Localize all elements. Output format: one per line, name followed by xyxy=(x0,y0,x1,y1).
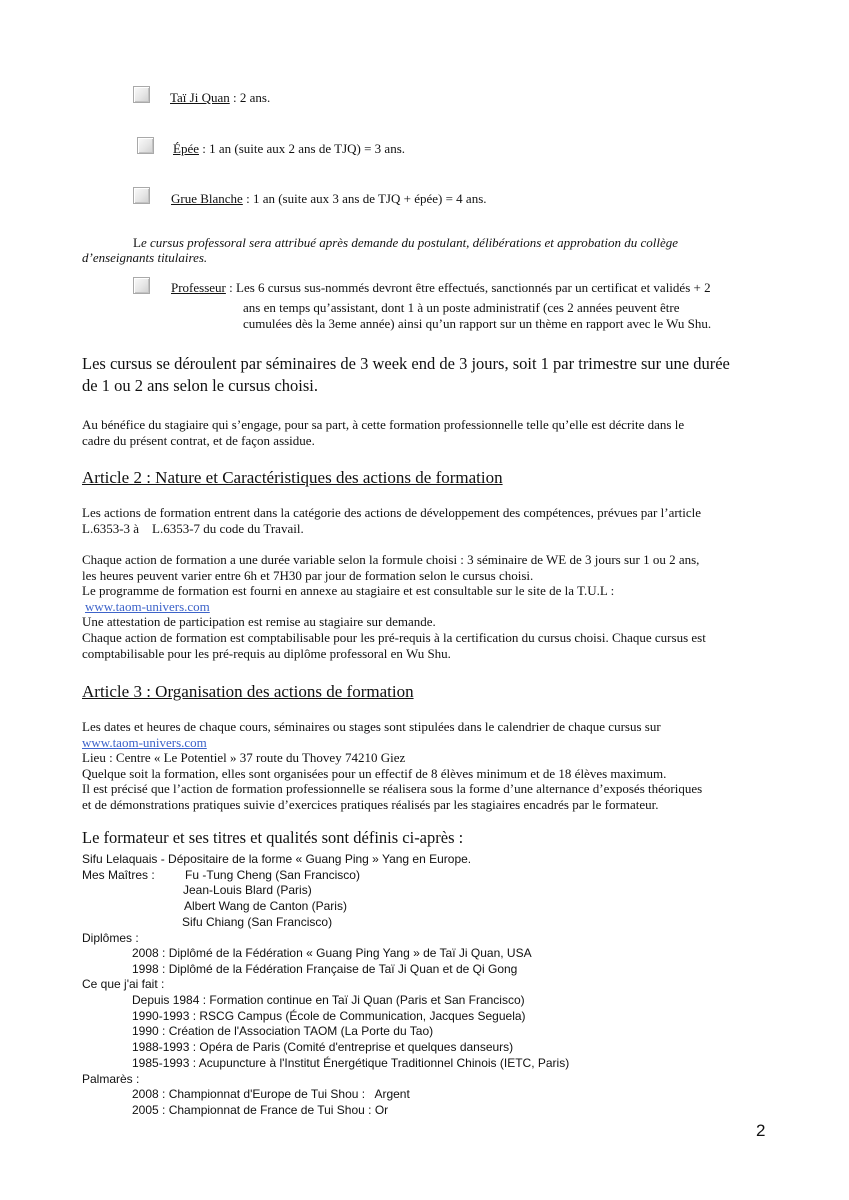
professoral-note-line-1 xyxy=(133,235,678,251)
schedule-line-2: de 1 ou 2 ans selon le cursus choisi. xyxy=(82,376,319,395)
article-2-p1-line-2: L.6353-3 à L.6353-7 du code du Travail. xyxy=(82,521,304,536)
diplomas-label: Diplômes : xyxy=(82,931,139,945)
professeur-line-3: cumulées dès la 3eme année) ainsi qu’un rapport sur un thème en rapport avec le Wu Shu. xyxy=(243,316,712,331)
professoral-note-initial: L xyxy=(133,235,141,250)
checkbox-professeur[interactable] xyxy=(133,277,150,294)
awards-label: Palmarès : xyxy=(82,1072,140,1086)
cursus-name: Grue Blanche xyxy=(171,191,243,206)
article-3-line-location: Lieu : Centre « Le Potentiel » 37 route du Thovey 74210 Giez xyxy=(82,750,406,765)
master-item: Fu -Tung Cheng (San Francisco) xyxy=(185,868,360,882)
cursus-name: Épée xyxy=(173,141,199,156)
article-3-line-method-1: Il est précisé que l’action de formation professionnelle se réalisera sous la forme d’une alternance d’exposés théoriques xyxy=(82,781,703,796)
diploma-item: 2008 : Diplômé de la Fédération « Guang Ping Yang » de Taï Ji Quan, USA xyxy=(132,946,532,960)
article-3-intro: Les dates et heures de chaque cours, séminaires ou stages sont stipulées dans le calendrier de chaque cursus sur xyxy=(82,719,661,734)
experience-label: Ce que j'ai fait : xyxy=(82,977,165,991)
trainer-intro: Sifu Lelaquais - Dépositaire de la forme « Guang Ping » Yang en Europe. xyxy=(82,852,472,866)
experience-item: 1985-1993 : Acupuncture à l'Institut Énergétique Traditionnel Chinois (IETC, Paris) xyxy=(132,1056,570,1070)
trainer-heading: Le formateur et ses titres et qualités sont définis ci-après : xyxy=(82,828,464,847)
article-3-line-method-2: et de démonstrations pratiques suivie d’exercices pratiques réalisés par les stagiaires encadrés par le formateur. xyxy=(82,797,659,812)
beneficiary-line-1: Au bénéfice du stagiaire qui s’engage, pour sa part, à cette formation professionnelle telle qu’elle est décrite dans le xyxy=(82,417,685,432)
cursus-item-epee xyxy=(173,141,405,157)
experience-item: Depuis 1984 : Formation continue en Taï Ji Quan (Paris et San Francisco) xyxy=(132,993,525,1007)
professeur-text: : Les 6 cursus sus-nommés devront être effectués, sanctionnés par un certificat et validés + 2 xyxy=(225,280,711,295)
article-2-p2-line-1: Chaque action de formation a une durée variable selon la formule choisi : 3 séminaire de WE de 3 jours sur 1 ou 2 ans, xyxy=(82,552,700,567)
experience-item: 1990-1993 : RSCG Campus (École de Communication, Jacques Seguela) xyxy=(132,1009,526,1023)
article-2-p3-line-3: comptabilisable pour les pré-requis au diplôme professoral en Wu Shu. xyxy=(82,646,451,661)
article-2-p2-line-3: Le programme de formation est fourni en annexe au stagiaire et est consultable sur le site de la T.U.L : xyxy=(82,583,615,598)
checkbox-grue-blanche[interactable] xyxy=(133,187,150,204)
professeur-line-1 xyxy=(171,280,711,296)
article-2-p3-line-1: Une attestation de participation est remise au stagiaire sur demande. xyxy=(82,614,436,629)
professeur-name: Professeur xyxy=(171,280,226,295)
schedule-line-1: Les cursus se déroulent par séminaires de 3 week end de 3 jours, soit 1 par trimestre sur une durée xyxy=(82,354,730,373)
cursus-item-tai-ji-quan xyxy=(170,90,270,106)
beneficiary-line-2: cadre du présent contrat, et de façon assidue. xyxy=(82,433,315,448)
article-3-heading: Article 3 : Organisation des actions de formation xyxy=(82,682,414,701)
article-2-p2-line-2: les heures peuvent varier entre 6h et 7H30 par jour de formation selon le cursus choisi. xyxy=(82,568,534,583)
experience-item: 1990 : Création de l'Association TAOM (La Porte du Tao) xyxy=(132,1024,434,1038)
checkbox-tai-ji-quan[interactable] xyxy=(133,86,150,103)
cursus-detail: : 2 ans. xyxy=(229,90,271,105)
cursus-item-grue-blanche xyxy=(171,191,487,207)
master-item: Albert Wang de Canton (Paris) xyxy=(184,899,347,913)
article-2-p3-line-2: Chaque action de formation est comptabilisable pour les pré-requis à la certification du cursus choisi. Chaque cursus est xyxy=(82,630,706,645)
masters-label: Mes Maîtres : xyxy=(82,868,155,882)
professoral-note-text: e cursus professoral sera attribué après demande du postulant, délibérations et approbation du collège xyxy=(140,235,679,250)
article-3-line-capacity: Quelque soit la formation, elles sont organisées pour un effectif de 8 élèves minimum et de 18 élèves maximum. xyxy=(82,766,667,781)
cursus-detail: : 1 an (suite aux 3 ans de TJQ + épée) = 4 ans. xyxy=(242,191,487,206)
award-item: 2005 : Championnat de France de Tui Shou : Or xyxy=(132,1103,389,1117)
cursus-name: Taï Ji Quan xyxy=(170,90,230,105)
checkbox-epee[interactable] xyxy=(137,137,154,154)
award-item: 2008 : Championnat d'Europe de Tui Shou : Argent xyxy=(132,1087,410,1101)
website-link[interactable]: www.taom-univers.com xyxy=(82,735,207,750)
master-item: Sifu Chiang (San Francisco) xyxy=(182,915,333,929)
professoral-note-line-2: d’enseignants titulaires. xyxy=(82,250,208,265)
cursus-detail: : 1 an (suite aux 2 ans de TJQ) = 3 ans. xyxy=(198,141,406,156)
website-link[interactable]: www.taom-univers.com xyxy=(85,599,210,614)
diploma-item: 1998 : Diplômé de la Fédération Française de Taï Ji Quan et de Qi Gong xyxy=(132,962,518,976)
article-2-heading: Article 2 : Nature et Caractéristiques des actions de formation xyxy=(82,468,503,487)
article-2-p1-line-1: Les actions de formation entrent dans la catégorie des actions de développement des compétences, prévues par l’article xyxy=(82,505,702,520)
professeur-line-2: ans en temps qu’assistant, dont 1 à un poste administratif (ces 2 années peuvent être xyxy=(243,300,680,315)
experience-item: 1988-1993 : Opéra de Paris (Comité d'entreprise et quelques danseurs) xyxy=(132,1040,514,1054)
page-number: 2 xyxy=(756,1121,766,1140)
master-item: Jean-Louis Blard (Paris) xyxy=(183,883,312,897)
